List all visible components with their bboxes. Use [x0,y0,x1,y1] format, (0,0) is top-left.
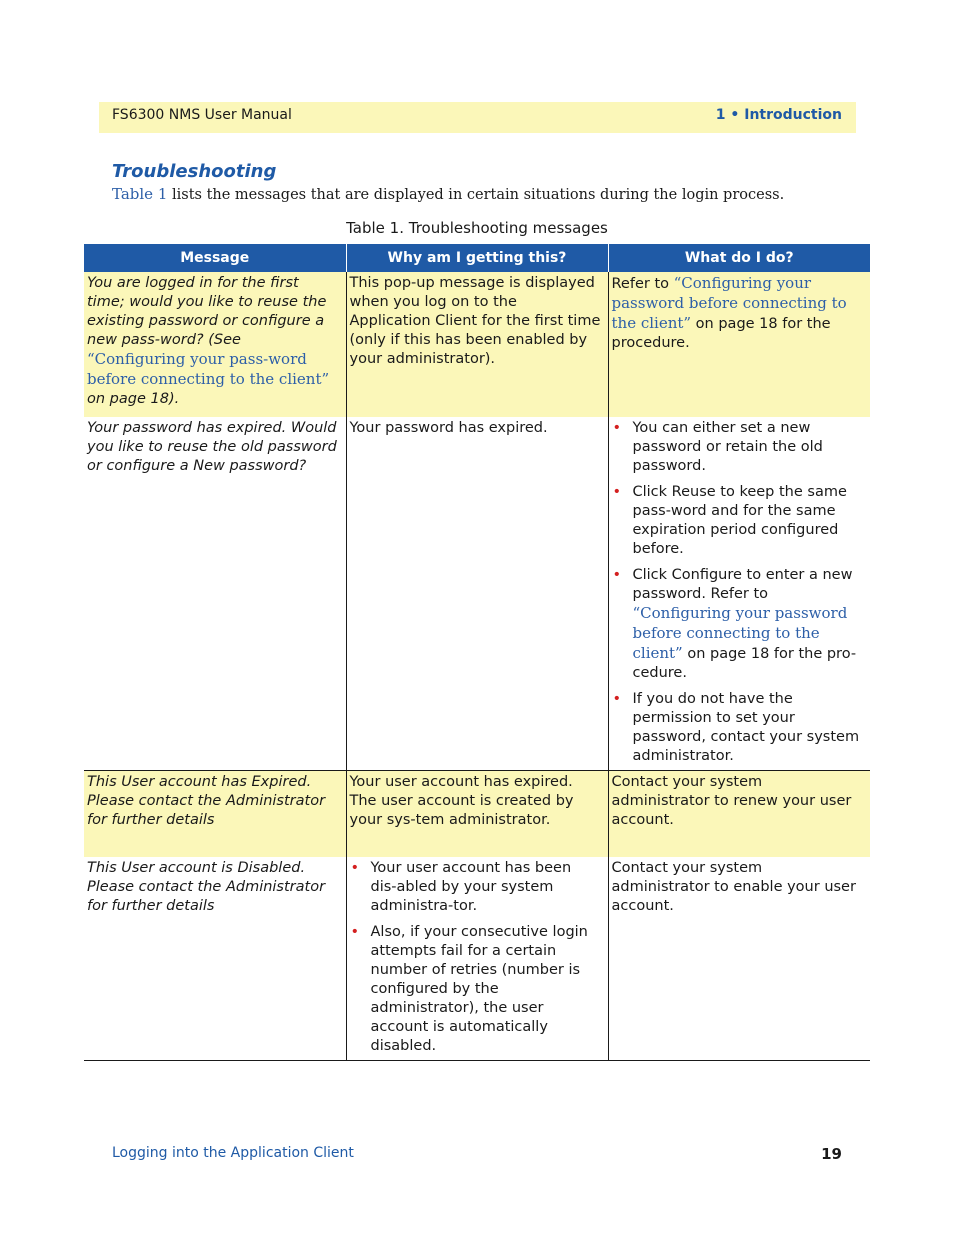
why-cell: Your password has expired. [346,417,608,771]
intro-paragraph [112,185,784,203]
list-item: • Click Configure to enter a new password. Refer to “Configuring your password before connecting to the client” on page 18 for the pro-cedure. [612,567,857,681]
what-cell: Contact your system administrator to renew your user account. [608,771,870,858]
message-cell: Your password has expired. Would you like to reuse the old password or configure a New password? [84,417,346,771]
running-header [99,102,856,133]
table-row [84,417,870,771]
why-cell: This pop-up message is displayed when you log on to the Application Client for the first time (only if this has been enabled by your administrator). [346,272,608,417]
list-item: • Click Reuse to keep the same pass-word and for the same expiration period configured before. [612,484,847,557]
bullet-icon: • [350,860,360,876]
header-what: What do I do? [608,244,870,272]
bullet-list [612,419,865,766]
configuring-password-link[interactable]: “Configuring your pass-word before connecting to the client” [87,350,330,388]
header-message: Message [84,244,346,272]
section-title: Troubleshooting [112,161,277,182]
chapter-label: 1 • Introduction [715,107,842,123]
bullet-icon: • [612,691,622,707]
why-cell [346,857,608,1061]
list-item: • If you do not have the permission to set your password, contact your system administrator. [612,691,860,764]
table-header-row [84,244,870,272]
why-cell: Your user account has expired. The user account is created by your sys-tem administrator. [346,771,608,858]
table-row [84,771,870,858]
list-item: • You can either set a new password or retain the old password. [612,420,823,474]
intro-text: lists the messages that are displayed in certain situations during the login process. [167,187,785,203]
configuring-password-link[interactable]: “Configuring your password before connecting to the client” [632,604,848,662]
what-cell: Refer to “Configuring your password before connecting to the client” on page 18 for the procedure. [608,272,870,417]
bullet-icon: • [612,420,622,436]
bullet-icon: • [612,567,622,583]
what-cell: Contact your system administrator to enable your user account. [608,857,870,1061]
header-why: Why am I getting this? [346,244,608,272]
troubleshooting-table [84,244,870,1061]
manual-title: FS6300 NMS User Manual [112,107,292,123]
table-link[interactable]: Table 1 [112,185,168,203]
table-caption: Table 1. Troubleshooting messages [346,219,608,237]
bullet-icon: • [350,924,360,940]
list-item: • Your user account has been dis-abled by your system administra-tor. [350,860,572,914]
message-cell: This User account is Disabled. Please contact the Administrator for further details [84,857,346,1061]
configuring-password-link[interactable]: “Configuring your password before connecting to the client” [611,274,847,332]
message-cell: You are logged in for the first time; would you like to reuse the existing password or configure a new pass-word? (See “Configuring your pass-word before connecting to the client” on page 18). [84,272,346,417]
bullet-icon: • [612,484,622,500]
footer-section-title: Logging into the Application Client [112,1145,354,1161]
page-number: 19 [821,1145,842,1163]
message-cell: This User account has Expired. Please contact the Administrator for further details [84,771,346,858]
table-row [84,857,870,1061]
what-cell [608,417,870,771]
table-row [84,272,870,417]
list-item: • Also, if your consecutive login attempts fail for a certain number of retries (number is configured by the administrator), the user account is automatically disabled. [350,924,588,1054]
bullet-list [350,859,602,1056]
